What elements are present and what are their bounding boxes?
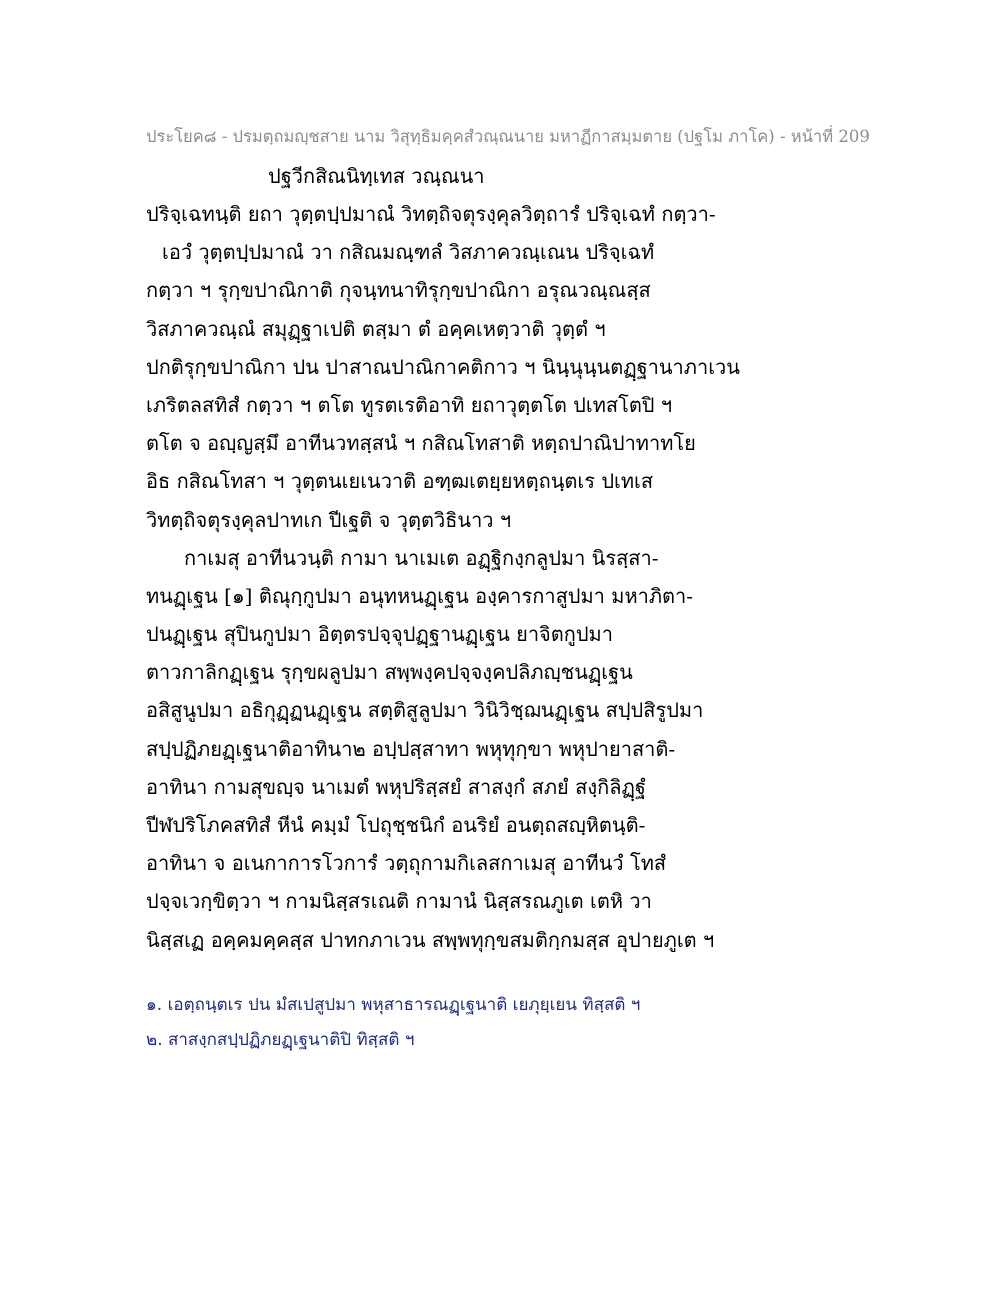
body-line: อิธ กสิณโทสา ฯ วุตฺตนเยเนวาติ อฑฺฒเตยฺยหตฺถนฺตเร ปเทเส	[146, 469, 654, 494]
body-line: ปริจฺเฉทนฺติ ยถา วุตฺตปฺปมาณํ วิทตฺถิจตุรงฺคุลวิตฺถารํ ปริจฺเฉทํ กตฺวา-	[146, 202, 716, 226]
body-line: เภริตลสทิสํ กตฺวา ฯ ตโต ทูรตเรติอาทิ ยถาวุตฺตโต ปเทสโตปิ ฯ	[146, 392, 673, 417]
body-line: อสิสูนูปมา อธิกุฏฺฏนฏฺเฐน สตฺติสูลูปมา วินิวิชฺฌนฏฺเฐน สปฺปสิรูปมา	[146, 698, 704, 723]
footnotes	[146, 988, 866, 1058]
footnote-1: ๑. เอตฺถนฺตเร ปน มํสเปสูปมา พหุสาธารณฏฺเฐนาติ เยภุยฺเยน ทิสฺสติ ฯ	[146, 995, 641, 1015]
body-line: เอวํ วุตฺตปฺปมาณํ วา กสิณมณฺฑลํ วิสภาควณฺเณน ปริจฺเฉทํ	[162, 240, 655, 265]
page-header: ประโยค๘ - ปรมตฺถมญฺชสาย นาม วิสุทฺธิมคฺคสํวณฺณนาย มหาฏีกาสมฺมตาย (ปฐโม ภาโค) - หน้าที่ 209	[146, 127, 870, 146]
body-line: กตฺวา ฯ รุกฺขปาณิกาติ กุจนฺทนาทิรุกฺขปาณิกา อรุณวณฺณสฺส	[146, 278, 651, 303]
body-line: วิสภาควณฺณํ สมุฏฺฐาเปติ ตสฺมา ตํ อคฺคเหตฺวาติ วุตฺตํ ฯ	[146, 316, 606, 341]
body-line: ตาวกาลิกฏฺเฐน รุกฺขผลูปมา สพฺพงฺคปจฺจงฺคปลิภญฺชนฏฺเฐน	[146, 660, 633, 685]
section-title: ปฐวีกสิณนิทฺเทส วณฺณนา	[268, 164, 485, 188]
body-line: ปจฺจเวกฺขิตฺวา ฯ กามนิสฺสรเณติ กามานํ นิสฺสรณภูเต เตหิ วา	[146, 889, 652, 914]
body-line: อาทินา จ อเนกาการโวการํ วตฺถุกามกิเลสกาเมสุ อาทีนวํ โทสํ	[146, 851, 667, 876]
body-line: วิทตฺถิจตุรงฺคุลปาทเก ปีเฐติ จ วุตฺตวิธินาว ฯ	[146, 507, 512, 532]
body-line: ทนฏฺเฐน [๑] ติณุกฺกูปมา อนุทหนฏฺเฐน องฺคารกาสูปมา มหาภิตา-	[146, 583, 694, 608]
body-line: ปกติรุกฺขปาณิกา ปน ปาสาณปาณิกาคติกาว ฯ นินฺนุนฺนตฏฺฐานาภาเวน	[146, 354, 740, 379]
body-line: สปฺปฏิภยฏฺเฐนาติอาทินา๒ อปฺปสฺสาทา พหุทุกฺขา พหุปายาสาติ-	[146, 736, 676, 761]
footnote-2: ๒. สาสงฺกสปฺปฏิภยฏฺเฐนาติปิ ทิสฺสติ ฯ	[146, 1030, 415, 1050]
body-text	[146, 195, 866, 959]
body-line: ปนฏฺเฐน สุปินกูปมา อิตฺตรปจฺจุปฏฺฐานฏฺเฐน ยาจิตกูปมา	[146, 622, 613, 647]
paragraph-start-line: กาเมสุ อาทีนวนฺติ กามา นาเมเต อฏฺฐิกงฺกลูปมา นิรสฺสา-	[184, 545, 659, 570]
body-line: นิสฺสเฏ อคฺคมคฺคสฺส ปาทกภาเวน สพฺพทุกฺขสมติกฺกมสฺส อุปายภูเต ฯ	[146, 927, 715, 952]
body-line: ตโต จ อญฺญสฺมึ อาทีนวทสฺสนํ ฯ กสิณโทสาติ หตฺถปาณิปาทาทโย	[146, 431, 696, 456]
body-line: อาทินา กามสุขญฺจ นาเมตํ พหุปริสฺสยํ สาสงฺกํ สภยํ สงฺกิลิฏฺฐํ	[146, 774, 646, 799]
body-line: ปีฬปริโภคสทิสํ หีนํ คมฺมํ โปถุชฺชนิกํ อนริยํ อนตฺถสญฺหิตนฺติ-	[146, 813, 646, 837]
